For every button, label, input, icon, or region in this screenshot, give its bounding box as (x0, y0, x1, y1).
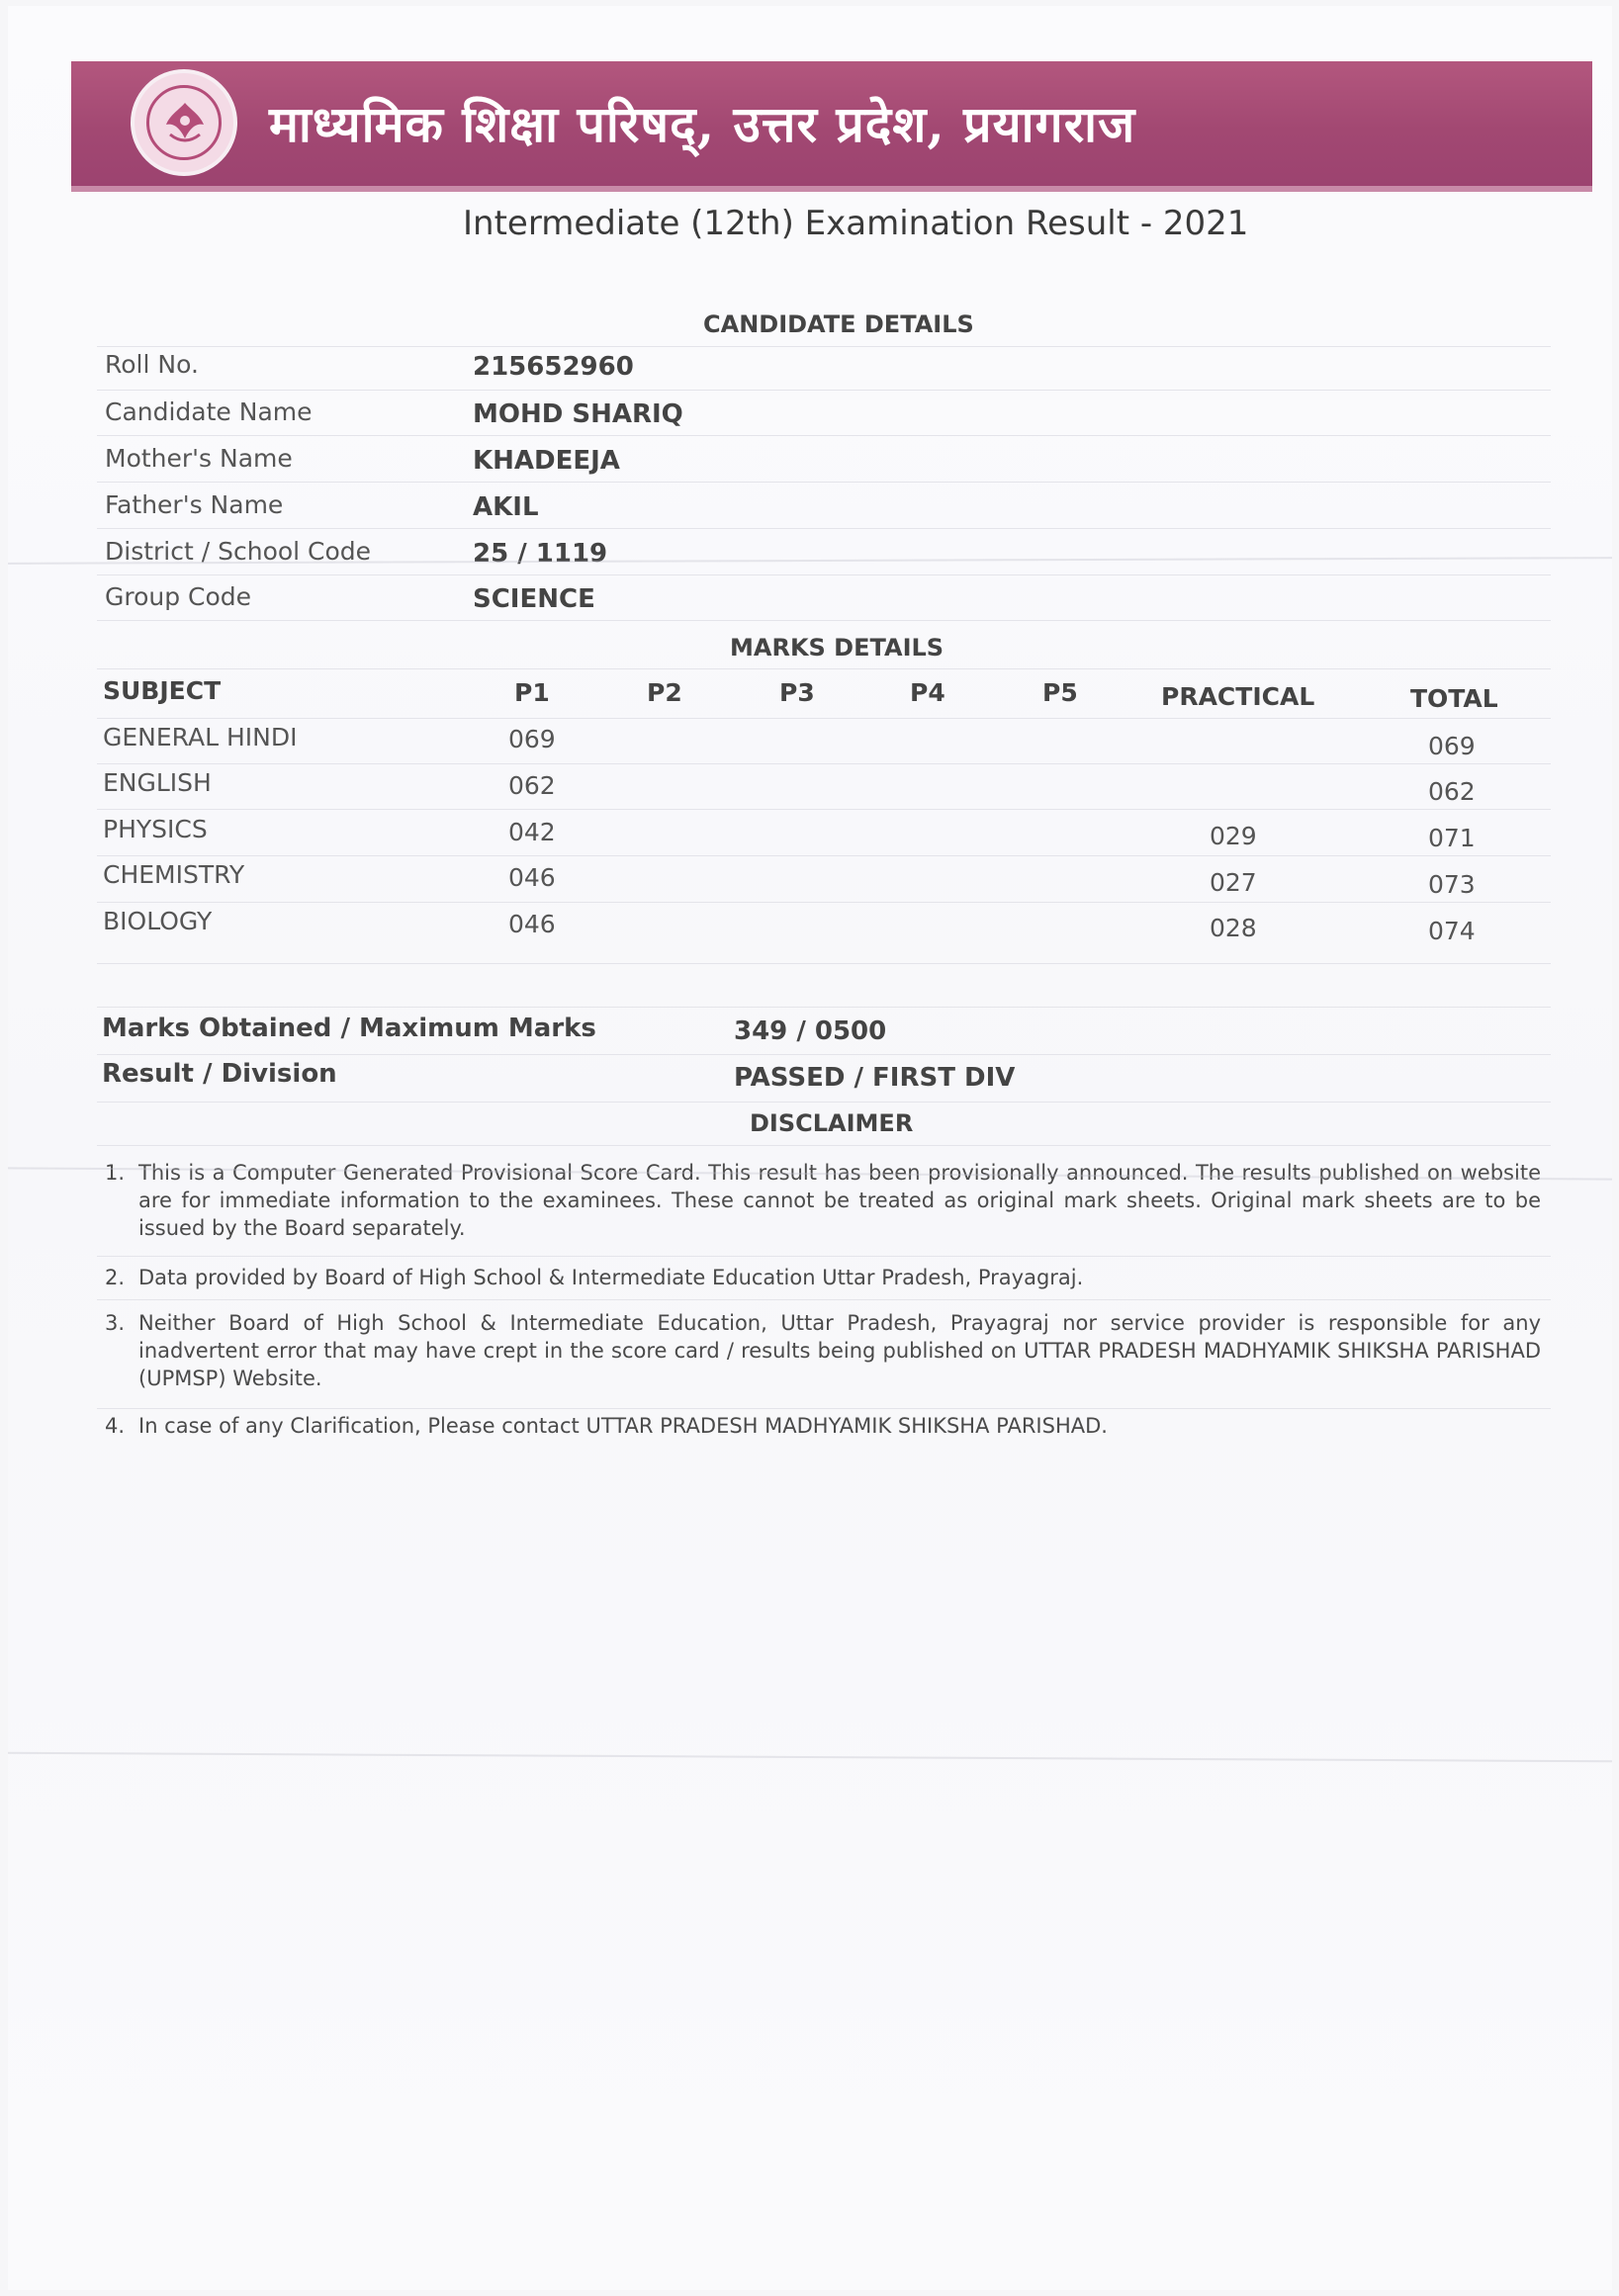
up-government-emblem-icon (131, 69, 237, 176)
total-cell: 069 (1428, 732, 1476, 760)
col-p1: P1 (514, 678, 550, 707)
total-cell: 073 (1428, 870, 1476, 899)
practical-cell: 029 (1210, 822, 1257, 850)
disclaimer-number: 3. (105, 1311, 126, 1335)
disclaimer-heading: DISCLAIMER (750, 1109, 914, 1137)
mother-name-value: KHADEEJA (473, 446, 620, 476)
disclaimer-item (105, 1309, 1541, 1392)
disclaimer-item (105, 1412, 1541, 1440)
roll-no-label: Roll No. (105, 350, 199, 379)
candidate-name-value: MOHD SHARIQ (473, 399, 683, 429)
total-cell: 074 (1428, 917, 1476, 945)
roll-no-value: 215652960 (473, 352, 634, 382)
col-p3: P3 (779, 678, 815, 707)
disclaimer-item (105, 1159, 1541, 1242)
col-p4: P4 (910, 678, 945, 707)
p1-cell: 046 (508, 910, 556, 938)
subject-cell: CHEMISTRY (103, 860, 245, 889)
result-division-label: Result / Division (102, 1059, 337, 1089)
total-cell: 062 (1428, 777, 1476, 806)
disclaimer-number: 2. (105, 1266, 126, 1289)
header-banner (71, 61, 1592, 192)
district-school-code-value: 25 / 1119 (473, 539, 608, 569)
candidate-name-label: Candidate Name (105, 397, 313, 426)
marks-obtained-label: Marks Obtained / Maximum Marks (102, 1014, 596, 1043)
p1-cell: 046 (508, 863, 556, 892)
marks-obtained-value: 349 / 0500 (734, 1016, 887, 1046)
paper-crease (8, 1752, 1612, 1762)
score-card-page (8, 6, 1612, 2290)
total-cell: 071 (1428, 824, 1476, 852)
subject-cell: ENGLISH (103, 768, 212, 797)
disclaimer-number: 1. (105, 1161, 126, 1185)
board-name: माध्यमिक शिक्षा परिषद्, उत्तर प्रदेश, प्रयागराज (269, 95, 1136, 153)
p1-cell: 062 (508, 771, 556, 800)
disclaimer-number: 4. (105, 1414, 126, 1438)
mother-name-label: Mother's Name (105, 444, 293, 473)
col-p5: P5 (1042, 678, 1078, 707)
p1-cell: 069 (508, 725, 556, 753)
district-school-code-label: District / School Code (105, 537, 372, 566)
disclaimer-text: In case of any Clarification, Please contact UTTAR PRADESH MADHYAMIK SHIKSHA PARISHAD. (138, 1414, 1108, 1438)
disclaimer-item (105, 1264, 1541, 1291)
father-name-value: AKIL (473, 492, 539, 522)
group-code-label: Group Code (105, 582, 252, 611)
subject-cell: PHYSICS (103, 815, 208, 843)
result-division-value: PASSED / FIRST DIV (734, 1063, 1016, 1093)
p1-cell: 042 (508, 818, 556, 846)
col-subject: SUBJECT (103, 676, 222, 705)
col-p2: P2 (647, 678, 682, 707)
practical-cell: 027 (1210, 868, 1257, 897)
exam-title: Intermediate (12th) Examination Result - 2021 (463, 204, 1249, 243)
disclaimer-text: This is a Computer Generated Provisional Score Card. This result has been provisionally announced. The results published on website are for immediate information to the examinees. These cannot be treated as original mark sheets. Original mark sheets are to be issued by the Board separately. (138, 1161, 1541, 1240)
group-code-value: SCIENCE (473, 584, 595, 614)
marks-details-heading: MARKS DETAILS (730, 634, 944, 662)
col-total: TOTAL (1410, 684, 1498, 713)
candidate-details-heading: CANDIDATE DETAILS (703, 310, 974, 338)
practical-cell: 028 (1210, 914, 1257, 942)
subject-cell: BIOLOGY (103, 907, 213, 935)
disclaimer-text: Neither Board of High School & Intermediate Education, Uttar Pradesh, Prayagraj nor service provider is responsible for any inadvertent error that may have crept in the score card / results being published on UTTAR PRADESH MADHYAMIK SHIKSHA PARISHAD (UPMSP) Website. (138, 1311, 1541, 1390)
disclaimer-text: Data provided by Board of High School & Intermediate Education Uttar Pradesh, Prayagraj. (138, 1266, 1084, 1289)
father-name-label: Father's Name (105, 490, 284, 519)
col-practical: PRACTICAL (1161, 682, 1315, 711)
subject-cell: GENERAL HINDI (103, 723, 298, 751)
